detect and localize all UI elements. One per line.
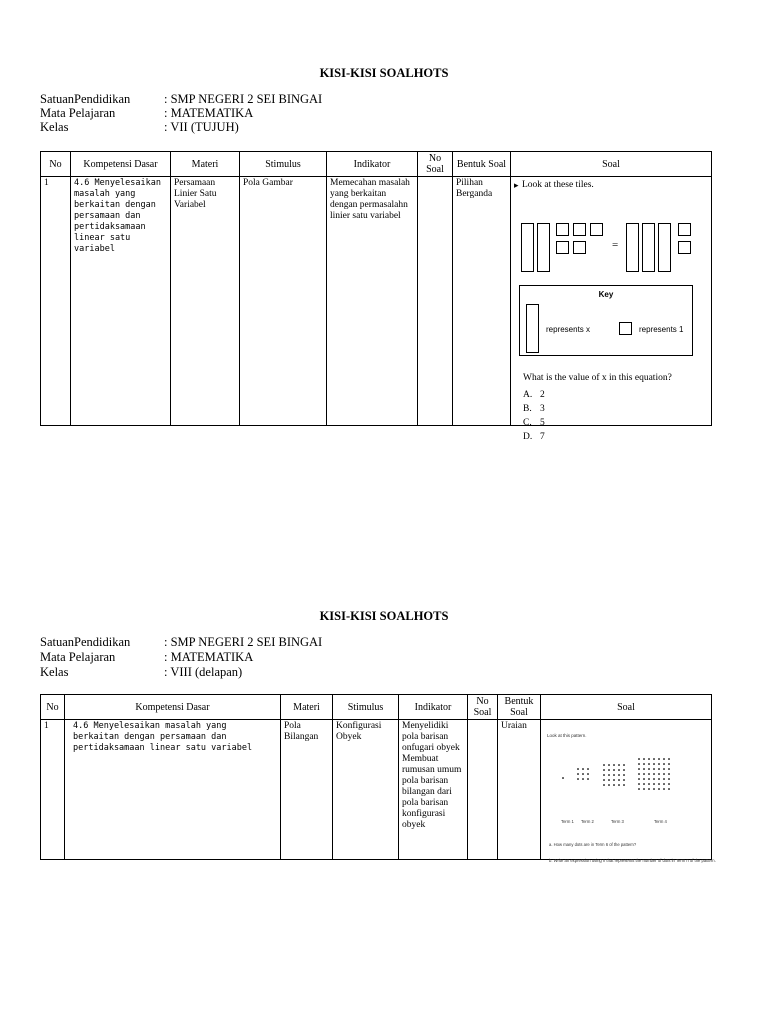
cell-no: 1 xyxy=(41,177,71,426)
pattern-dot xyxy=(658,763,660,765)
pattern-dot xyxy=(623,774,625,776)
pattern-dot xyxy=(603,769,605,771)
page-title: KISI-KISI SOALHOTS xyxy=(319,609,449,623)
header-no-soal: No Soal xyxy=(468,695,498,720)
pattern-dot xyxy=(638,773,640,775)
cell-soal xyxy=(541,720,716,863)
header-no: No xyxy=(41,152,71,177)
pattern-dot xyxy=(603,784,605,786)
pattern-dot xyxy=(638,763,640,765)
pattern-dot xyxy=(658,768,660,770)
term-label: Term 1 xyxy=(561,819,574,824)
cell-no: 1 xyxy=(41,720,65,860)
unit-tile xyxy=(590,223,603,236)
pattern-dot xyxy=(658,788,660,790)
soal-figure xyxy=(541,720,716,863)
pattern-dot xyxy=(577,778,579,780)
pattern-dot xyxy=(623,769,625,771)
pattern-dot xyxy=(668,768,670,770)
unit-tile-key xyxy=(619,322,632,335)
pattern-dot xyxy=(653,768,655,770)
pattern-dot xyxy=(623,764,625,766)
meta-row-mapel xyxy=(40,650,253,664)
pattern-dot xyxy=(562,777,564,779)
header-kompetensi-dasar: Kompetensi Dasar xyxy=(65,695,281,720)
header-soal: Soal xyxy=(511,152,712,177)
pattern-dot xyxy=(613,764,615,766)
pattern-dot xyxy=(638,778,640,780)
pattern-dot xyxy=(608,784,610,786)
cell-kompetensi-dasar: 4.6 Menyelesaikan masalah yang berkaitan dengan persamaan dan pertidaksamaan linear satu variabel xyxy=(71,177,171,426)
term-label: Term 2 xyxy=(581,819,594,824)
meta-value: : VII (TUJUH) xyxy=(164,120,239,134)
pattern-dot xyxy=(623,784,625,786)
pattern-dot xyxy=(618,774,620,776)
meta-label: Mata Pelajaran xyxy=(40,106,116,120)
pattern-dot xyxy=(648,758,650,760)
pattern-dot xyxy=(587,768,589,770)
pattern-dot xyxy=(613,779,615,781)
meta-value: : MATEMATIKA xyxy=(164,106,254,120)
cell-indikator: Memecahan masalah yang berkaitan dengan permasalahn linier satu variabel xyxy=(327,177,418,426)
cell-stimulus: Pola Gambar xyxy=(240,177,327,426)
meta-row-satuan xyxy=(40,635,322,649)
pattern-dot xyxy=(577,773,579,775)
header-soal: Soal xyxy=(541,695,712,720)
cell-stimulus: Konfigurasi Obyek xyxy=(333,720,399,860)
pattern-dot xyxy=(648,763,650,765)
pattern-dot xyxy=(608,774,610,776)
header-kompetensi-dasar: Kompetensi Dasar xyxy=(71,152,171,177)
pattern-dot xyxy=(582,773,584,775)
meta-row-satuan xyxy=(40,92,322,106)
pattern-dot xyxy=(653,778,655,780)
option-c: C. 5 xyxy=(523,418,545,428)
pattern-dot xyxy=(582,778,584,780)
cell-no-soal xyxy=(418,177,453,426)
pattern-dot xyxy=(618,769,620,771)
pattern-dot xyxy=(648,788,650,790)
pattern-dot xyxy=(668,758,670,760)
pattern-dot xyxy=(668,788,670,790)
meta-value: : SMP NEGERI 2 SEI BINGAI xyxy=(164,635,323,649)
meta-label: Mata Pelajaran xyxy=(40,650,116,664)
pattern-dot xyxy=(663,783,665,785)
soal-intro: Look at this pattern. xyxy=(547,733,587,738)
pattern-dot xyxy=(658,758,660,760)
pattern-dot xyxy=(603,764,605,766)
soal-question: What is the value of x in this equation? xyxy=(523,373,672,383)
equals-sign: = xyxy=(612,239,619,251)
header-no-soal: No Soal xyxy=(418,152,453,177)
pattern-dot xyxy=(603,774,605,776)
cell-indikator: Menyelidiki pola barisan onfugari obyek Membuat rumusan umum pola barisan bilangan dari pola barisan konfigurasi obyek xyxy=(399,720,468,860)
unit-tile xyxy=(556,223,569,236)
pattern-dot xyxy=(658,773,660,775)
meta-label: Kelas xyxy=(40,665,69,679)
table-row xyxy=(41,177,712,426)
unit-tile xyxy=(573,223,586,236)
pattern-dot xyxy=(613,769,615,771)
pattern-dot xyxy=(653,758,655,760)
pattern-dot xyxy=(638,768,640,770)
meta-row-mapel xyxy=(40,106,253,120)
soal-intro: Look at these tiles. xyxy=(522,180,594,190)
pattern-dot xyxy=(648,768,650,770)
kisi-table-2 xyxy=(40,694,716,863)
pattern-dot xyxy=(663,758,665,760)
cell-bentuk-soal: Uraian xyxy=(498,720,541,860)
term-label: Term 3 xyxy=(611,819,624,824)
cell-bentuk-soal: Pilihan Berganda xyxy=(453,177,511,426)
pattern-dot xyxy=(587,778,589,780)
unit-tile xyxy=(556,241,569,254)
pattern-dot xyxy=(643,768,645,770)
pattern-dot xyxy=(613,774,615,776)
pattern-dot xyxy=(618,764,620,766)
header-indikator: Indikator xyxy=(327,152,418,177)
header-materi: Materi xyxy=(281,695,333,720)
pattern-dot xyxy=(587,773,589,775)
x-tile xyxy=(537,223,550,272)
meta-row-kelas xyxy=(40,120,239,134)
question-b: b. Write an expression using n that represents the number of dots in Term n of the pattern. xyxy=(549,858,716,863)
pattern-dot xyxy=(663,788,665,790)
header-bentuk-soal: Bentuk Soal xyxy=(453,152,511,177)
pattern-dot xyxy=(613,784,615,786)
option-b: B. 3 xyxy=(523,404,545,414)
header-stimulus: Stimulus xyxy=(333,695,399,720)
options-list xyxy=(523,388,545,444)
cell-materi: Persamaan Linier Satu Variabel xyxy=(171,177,240,426)
pattern-dot xyxy=(643,758,645,760)
x-tile-key xyxy=(526,304,539,353)
pattern-dot xyxy=(668,773,670,775)
pattern-dot xyxy=(648,778,650,780)
x-tile xyxy=(626,223,639,272)
meta-row-kelas xyxy=(40,665,242,679)
pattern-dot xyxy=(618,784,620,786)
option-d: D. 7 xyxy=(523,432,545,442)
cell-kompetensi-dasar: 4.6 Menyelesaikan masalah yang berkaitan dengan persamaan dan pertidaksamaan linear satu variabel xyxy=(65,720,281,860)
pattern-dot xyxy=(608,779,610,781)
meta-value: : VIII (delapan) xyxy=(164,665,243,679)
cell-soal xyxy=(511,177,712,442)
pattern-dot xyxy=(668,763,670,765)
represents-1-label: represents 1 xyxy=(639,325,684,334)
pattern-dot xyxy=(658,783,660,785)
pattern-dot xyxy=(643,773,645,775)
pattern-dot xyxy=(648,773,650,775)
pattern-dot xyxy=(663,773,665,775)
x-tile xyxy=(642,223,655,272)
pattern-dot xyxy=(608,769,610,771)
term-label: Term 4 xyxy=(654,819,667,824)
option-a: A. 2 xyxy=(523,390,545,400)
pattern-dot xyxy=(653,773,655,775)
key-box xyxy=(519,285,693,356)
unit-tile xyxy=(573,241,586,254)
pattern-dot xyxy=(643,763,645,765)
pattern-dot xyxy=(668,778,670,780)
pattern-dot xyxy=(643,788,645,790)
cell-materi: Pola Bilangan xyxy=(281,720,333,860)
pattern-dot xyxy=(643,783,645,785)
pattern-dot xyxy=(648,783,650,785)
represents-x-label: represents x xyxy=(546,325,591,334)
page-title: KISI-KISI SOALHOTS xyxy=(319,66,449,80)
pattern-dot xyxy=(638,758,640,760)
header-indikator: Indikator xyxy=(399,695,468,720)
pattern-dot xyxy=(668,783,670,785)
header-stimulus: Stimulus xyxy=(240,152,327,177)
pattern-dot xyxy=(608,764,610,766)
pattern-dot xyxy=(638,788,640,790)
soal-figure xyxy=(511,177,711,442)
table-row xyxy=(41,720,712,860)
meta-label: SatuanPendidikan xyxy=(40,92,131,106)
pattern-dot xyxy=(653,763,655,765)
x-tile xyxy=(658,223,671,272)
header-bentuk-soal: Bentuk Soal xyxy=(498,695,541,720)
unit-tile xyxy=(678,241,691,254)
pattern-dot xyxy=(603,779,605,781)
meta-value: : MATEMATIKA xyxy=(164,650,254,664)
cell-no-soal xyxy=(468,720,498,860)
meta-label: Kelas xyxy=(40,120,69,134)
pattern-dot xyxy=(643,778,645,780)
bullet-icon: ▸ xyxy=(514,180,519,190)
pattern-dot xyxy=(663,778,665,780)
meta-value: : SMP NEGERI 2 SEI BINGAI xyxy=(164,92,323,106)
pattern-dot xyxy=(663,763,665,765)
x-tile xyxy=(521,223,534,272)
header-materi: Materi xyxy=(171,152,240,177)
pattern-dot xyxy=(618,779,620,781)
key-title: Key xyxy=(598,290,614,299)
pattern-dot xyxy=(638,783,640,785)
pattern-dot xyxy=(577,768,579,770)
meta-label: SatuanPendidikan xyxy=(40,635,131,649)
pattern-dot xyxy=(653,783,655,785)
pattern-dot xyxy=(623,779,625,781)
pattern-dot xyxy=(658,778,660,780)
pattern-dot xyxy=(663,768,665,770)
question-a: a. How many dots are in Term 6 of the pattern? xyxy=(549,842,637,847)
unit-tile xyxy=(678,223,691,236)
header-no: No xyxy=(41,695,65,720)
pattern-dot xyxy=(582,768,584,770)
pattern-dot xyxy=(653,788,655,790)
kisi-table-1 xyxy=(40,151,712,442)
